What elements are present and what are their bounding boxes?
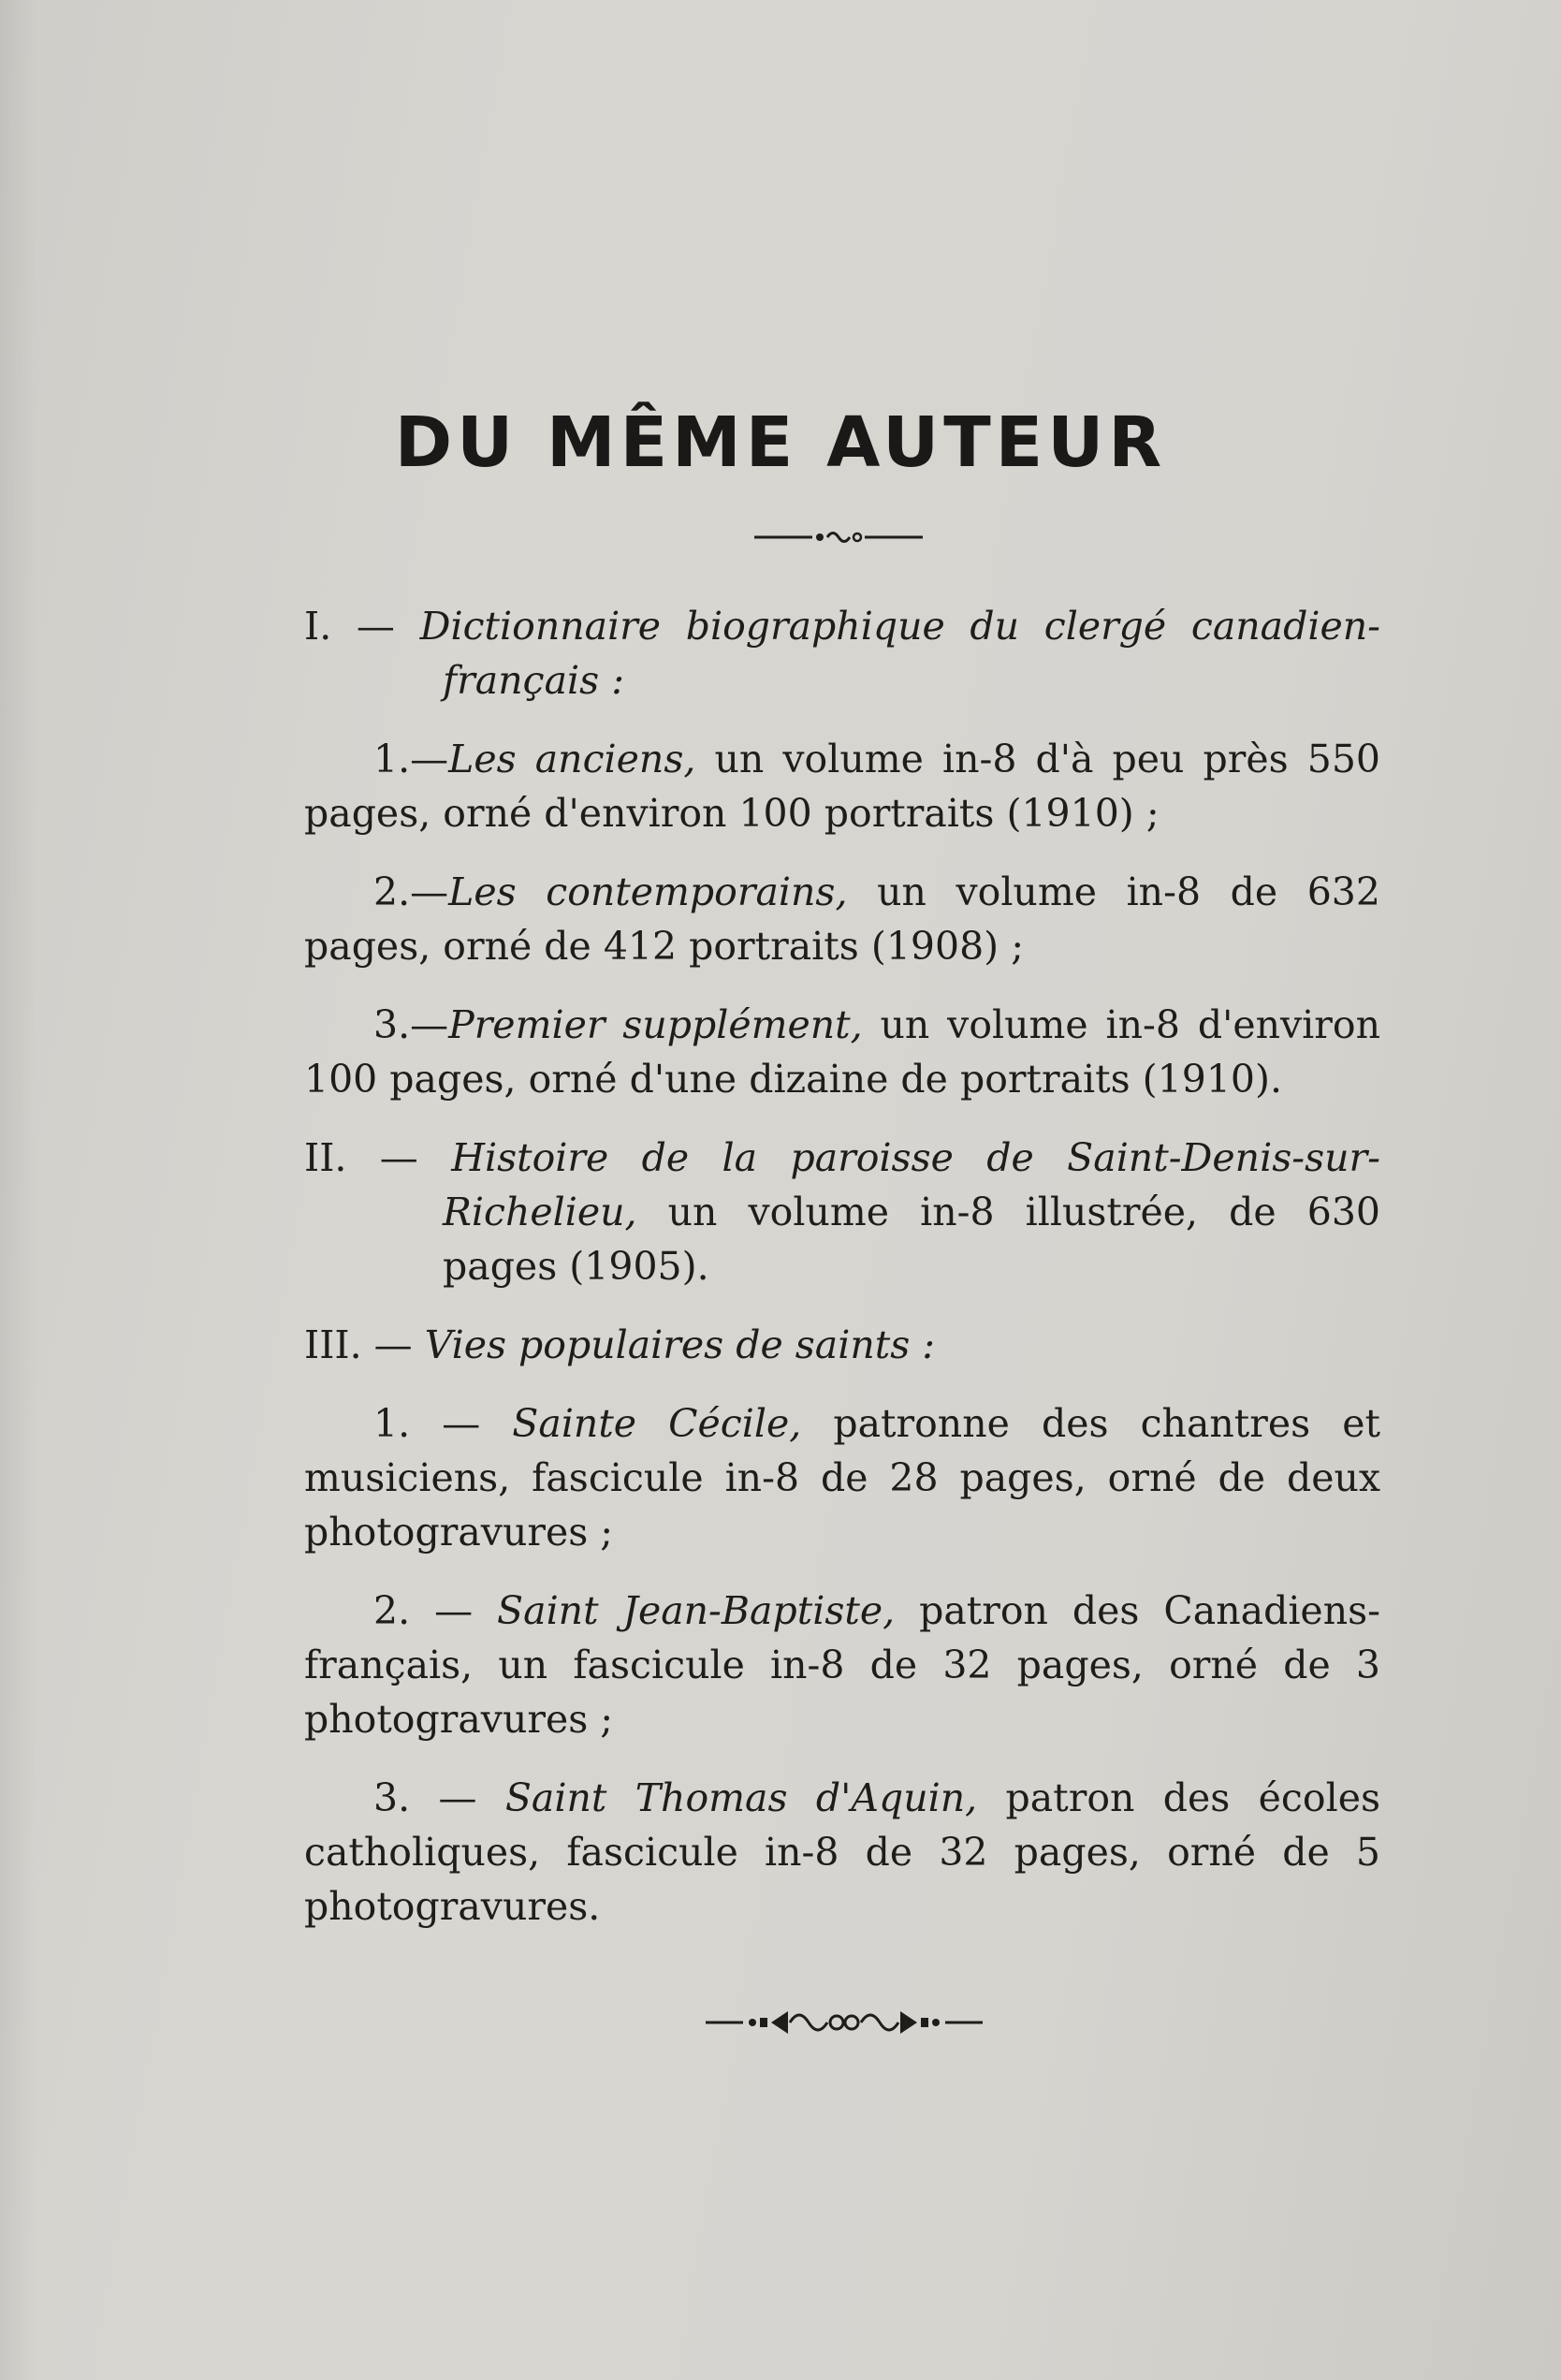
item-title: Saint Jean-Baptiste,	[497, 1588, 896, 1633]
item-title: Les contemporains,	[448, 869, 848, 914]
section-title: Histoire de la paroisse de Saint-Denis-sur-Richelieu,	[443, 1135, 1380, 1234]
bibliography	[304, 599, 1380, 1958]
list-item	[304, 1396, 1380, 1559]
section-number: I. —	[304, 604, 420, 649]
item-number: 2. —	[373, 1588, 498, 1633]
page-gutter-shadow	[0, 0, 37, 2380]
item-number: 3.—	[373, 1002, 449, 1047]
item-text: un volume in-8 d'environ 100 pages, orné d'une dizaine de portraits (1910).	[304, 1002, 1380, 1102]
end-ornament-icon	[706, 2003, 983, 2042]
section-title: Vies populaires de saints :	[424, 1322, 936, 1367]
section-3	[304, 1318, 1380, 1372]
list-item	[304, 998, 1380, 1106]
item-text: patron des Canadiens-français, un fascicule in-8 de 32 pages, orné de 3 photogravures ;	[304, 1588, 1380, 1742]
item-text: un volume in-8 de 632 pages, orné de 412 portraits (1908) ;	[304, 869, 1380, 969]
small-ornament-icon	[754, 524, 923, 550]
item-text: un volume in-8 d'à peu près 550 pages, orné d'environ 100 portraits (1910) ;	[304, 737, 1380, 836]
section-text: un volume in-8 illustrée, de 630 pages (1905).	[443, 1190, 1380, 1289]
item-title: Premier supplément,	[448, 1002, 863, 1047]
section-title: Dictionnaire biographique du clergé canadien-français :	[419, 604, 1381, 703]
item-text: patron des écoles catholiques, fascicule in-8 de 32 pages, orné de 5 photogravures.	[304, 1775, 1380, 1929]
list-item	[304, 1771, 1380, 1934]
section-1	[304, 599, 1380, 708]
item-title: Sainte Cécile,	[512, 1401, 802, 1446]
section-number: II. —	[304, 1135, 452, 1180]
item-number: 1.—	[373, 737, 449, 781]
list-item	[304, 865, 1380, 973]
item-number: 3. —	[373, 1775, 505, 1820]
list-item	[304, 1584, 1380, 1746]
page-title: DU MÊME AUTEUR	[394, 402, 1167, 483]
item-number: 1. —	[373, 1401, 513, 1446]
item-text: patronne des chantres et musiciens, fascicule in-8 de 28 pages, orné de deux photogravures ;	[304, 1401, 1381, 1555]
item-title: Les anciens,	[448, 737, 696, 781]
section-number: III. —	[304, 1322, 425, 1367]
list-item	[304, 732, 1380, 840]
item-number: 2.—	[373, 869, 449, 914]
item-title: Saint Thomas d'Aquin,	[504, 1775, 978, 1820]
section-2	[304, 1131, 1380, 1293]
